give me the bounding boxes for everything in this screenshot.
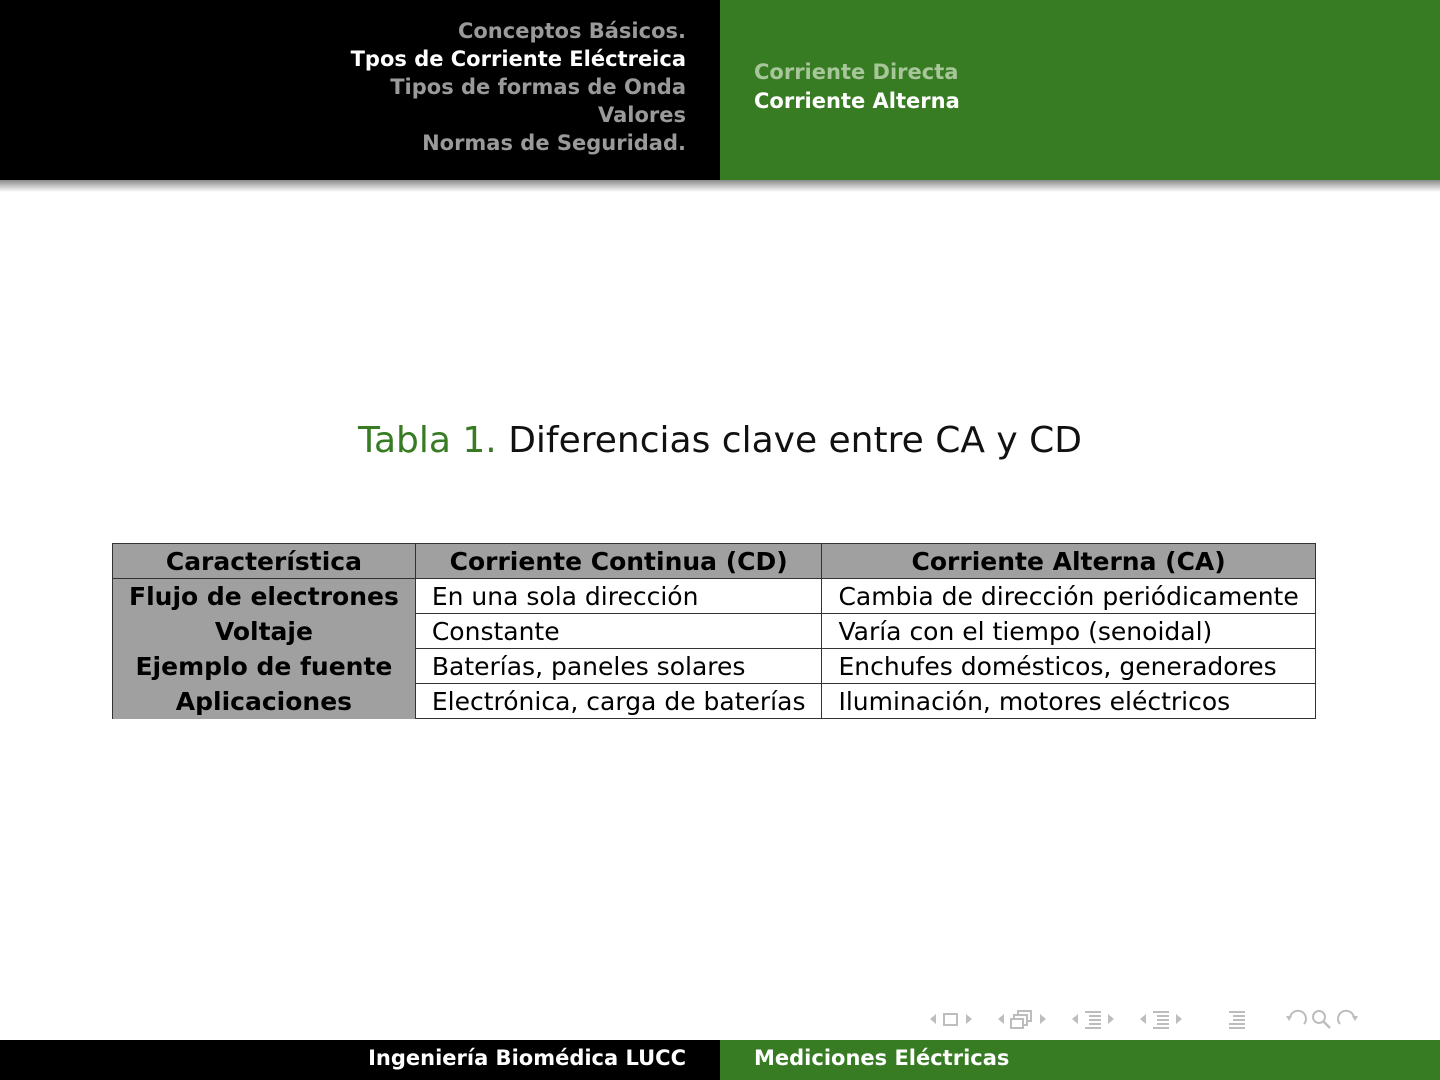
table-header-cell: Corriente Continua (CD) — [415, 544, 822, 579]
table-caption — [0, 420, 1440, 461]
table-header-row — [113, 544, 1316, 579]
subsection-navigation-panel — [720, 0, 1440, 180]
table-row — [113, 579, 1316, 614]
table-cell: Cambia de dirección periódicamente — [822, 579, 1315, 614]
table-cell: Varía con el tiempo (senoidal) — [822, 614, 1315, 649]
next-arrow-icon[interactable] — [1104, 1009, 1118, 1029]
table-header-cell: Corriente Alterna (CA) — [822, 544, 1315, 579]
frame-nav-group — [926, 1009, 976, 1029]
subsection-list — [754, 58, 960, 116]
prev-arrow-icon[interactable] — [994, 1009, 1008, 1029]
section-nav-group — [1068, 1008, 1118, 1030]
next-arrow-icon[interactable] — [1172, 1009, 1186, 1029]
row-label-cell: Flujo de electrones — [113, 579, 416, 614]
section-item-tipos-corriente[interactable]: Tpos de Corriente Eléctreica — [350, 47, 686, 71]
table-cell: Baterías, paneles solares — [415, 649, 822, 684]
footer-author-panel — [0, 1040, 720, 1080]
row-label-cell: Aplicaciones — [113, 684, 416, 719]
frame-icon[interactable] — [940, 1009, 962, 1029]
header-shadow — [0, 180, 1440, 192]
table-caption-number: Tabla 1. — [357, 420, 497, 461]
subsection-nav-group — [994, 1008, 1050, 1030]
table-row — [113, 649, 1316, 684]
section-item-formas-onda[interactable]: Tipos de formas de Onda — [390, 75, 686, 99]
comparison-table — [112, 543, 1316, 719]
slide-header — [0, 0, 1440, 180]
table-cell: Enchufes domésticos, generadores — [822, 649, 1315, 684]
table-row — [113, 684, 1316, 719]
section-navigation-panel — [0, 0, 720, 180]
section-item-normas[interactable]: Normas de Seguridad. — [422, 131, 686, 155]
slide-footer — [0, 1040, 1440, 1080]
section-item-valores[interactable]: Valores — [598, 103, 686, 127]
table-row — [113, 614, 1316, 649]
footer-title: Mediciones Eléctricas — [754, 1046, 1010, 1070]
beamer-navigation-bar — [926, 1005, 1360, 1033]
table-cell: Iluminación, motores eléctricos — [822, 684, 1315, 719]
comparison-table-wrapper — [112, 543, 1316, 719]
prev-arrow-icon[interactable] — [1136, 1009, 1150, 1029]
row-label-cell: Ejemplo de fuente — [113, 649, 416, 684]
outline-icon[interactable] — [1226, 1008, 1248, 1030]
search-icon[interactable] — [1310, 1008, 1334, 1030]
section-icon[interactable] — [1082, 1008, 1104, 1030]
table-cell: En una sola dirección — [415, 579, 822, 614]
document-nav-group — [1136, 1008, 1186, 1030]
prev-arrow-icon[interactable] — [926, 1009, 940, 1029]
document-icon[interactable] — [1150, 1008, 1172, 1030]
next-arrow-icon[interactable] — [1036, 1009, 1050, 1029]
table-cell: Electrónica, carga de baterías — [415, 684, 822, 719]
redo-icon[interactable] — [1334, 1008, 1360, 1030]
table-caption-text: Diferencias clave entre CA y CD — [508, 420, 1083, 461]
prev-arrow-icon[interactable] — [1068, 1009, 1082, 1029]
table-cell: Constante — [415, 614, 822, 649]
next-arrow-icon[interactable] — [962, 1009, 976, 1029]
section-list — [351, 17, 686, 157]
row-label-cell: Voltaje — [113, 614, 416, 649]
subsection-icon[interactable] — [1008, 1008, 1036, 1030]
section-item-conceptos[interactable]: Conceptos Básicos. — [457, 19, 686, 43]
footer-title-panel — [720, 1040, 1440, 1080]
outline-nav-group — [1226, 1008, 1248, 1030]
footer-author: Ingeniería Biomédica LUCC — [368, 1046, 686, 1070]
search-nav-group — [1284, 1008, 1360, 1030]
subsection-item-directa[interactable]: Corriente Directa — [754, 60, 959, 84]
subsection-item-alterna[interactable]: Corriente Alterna — [754, 89, 960, 113]
undo-icon[interactable] — [1284, 1008, 1310, 1030]
table-header-cell: Característica — [113, 544, 416, 579]
